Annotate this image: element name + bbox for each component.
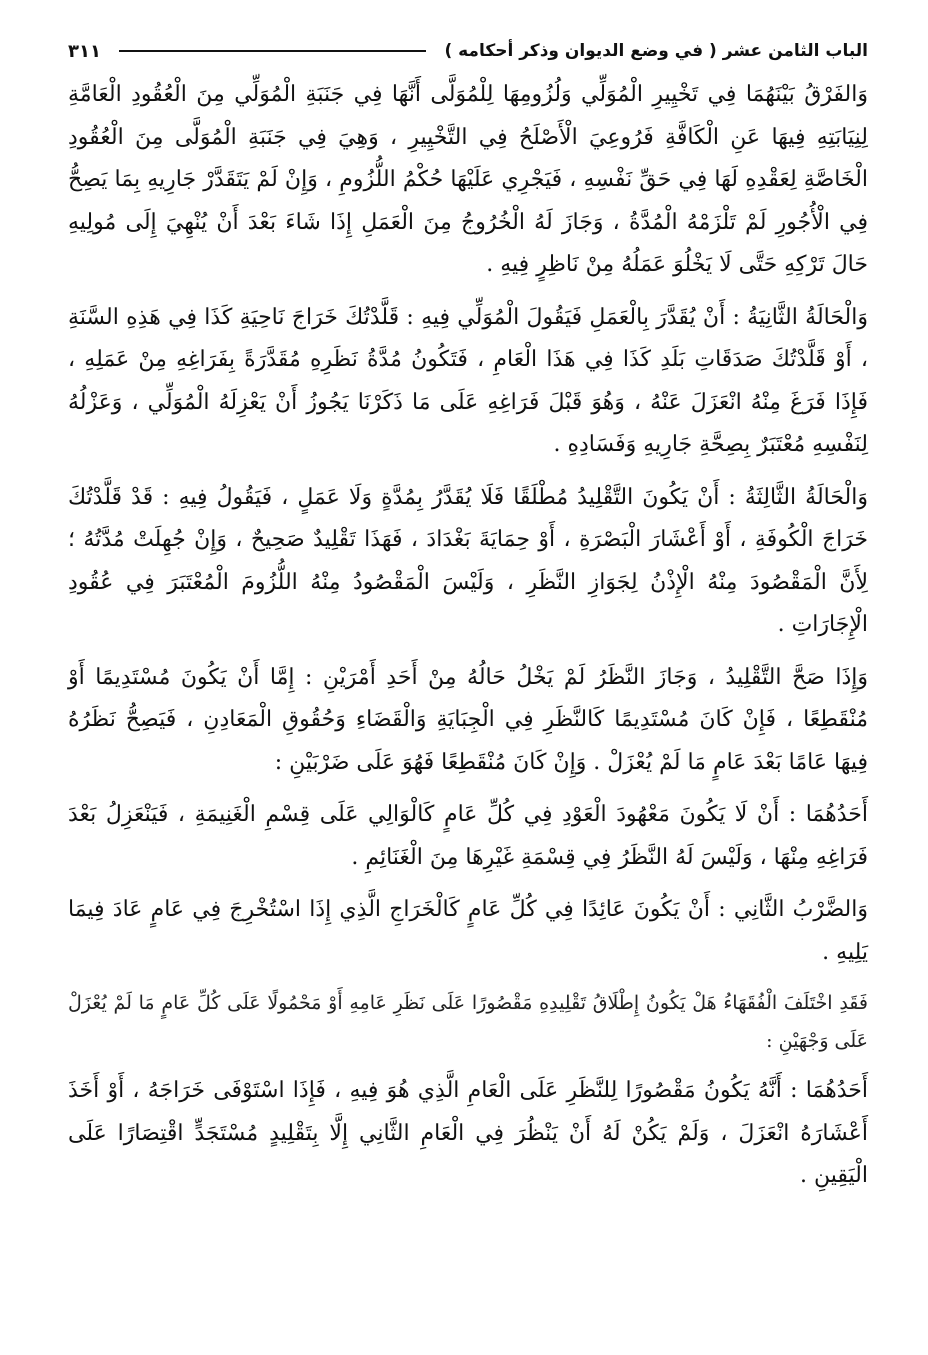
paragraph-valid-appointment: وَإِذَا صَحَّ التَّقْلِيدُ ، وَجَازَ النَّظَرُ لَمْ يَخْلُ حَالُهُ مِنْ أَحَدِ أَمْرَيْنِ : إِمَّا أَنْ يَكُونَ مُسْتَدِيمًا أَوْ مُنْقَطِعًا ، فَإِنْ كَانَ مُسْتَدِيمًا كَالنَّظَرِ فِي الْجِبَايَةِ وَالْقَضَاءِ وَحُقُوقِ الْمَعَادِنِ ، فَيَصِحُّ نَظَرُهُ فِيهَا عَامًا بَعْدَ عَامٍ مَا لَمْ يُعْزَلْ . وَإِنْ كَانَ مُنْقَطِعًا فَهُوَ عَلَى ضَرْبَيْنِ : <box>68 664 868 775</box>
paragraph-first-view: أَحَدُهُمَا : أَنَّهُ يَكُونُ مَقْصُورًا لِلنَّظَرِ عَلَى الْعَامِ الَّذِي هُوَ فِيهِ ، فَإِذَا اسْتَوْفَى خَرَاجَهُ ، أَوْ أَخَذَ أَعْشَارَهُ انْعَزَلَ ، وَلَمْ يَكُنْ لَهُ أَنْ يَنْظُرَ فِي الْعَامِ الثَّانِي إِلَّا بِتَقْلِيدٍ مُسْتَجَدٍّ اقْتِصَارًا عَلَى الْيَقِينِ . <box>68 1078 868 1188</box>
paragraph-difference: وَالفَرْقُ بَيْنَهُمَا فِي تَخْيِيرِ الْمُوَلِّي وَلُزُومِهَا لِلْمُوَلَّى أَنَّهَا فِي جَنَبَةِ الْمُوَلِّي مِنَ الْعُقُودِ الْعَامَّةِ لِنِيَابَتِهِ فِيهَا عَنِ الْكَافَّةِ فَرُوعِيَ الْأَصْلَحُ فِي التَّخْيِيرِ ، وَهِيَ فِي جَنَبَةِ الْمُوَلَّى مِنَ الْعُقُودِ الْخَاصَّةِ لِعَقْدِهِ لَهَا فِي حَقِّ نَفْسِهِ ، فَيَجْرِي عَلَيْهَا حُكْمُ اللُّزُومِ ، وَإِنْ لَمْ يَتَقَدَّرْ جَارِيهِ بِمَا يَصِحُّ فِي الْأُجُورِ لَمْ تَلْزَمْهُ الْمُدَّةُ ، وَجَازَ لَهُ الْخُرُوجُ مِنَ الْعَمَلِ إِذَا شَاءَ بَعْدَ أَنْ يُنْهِيَ إِلَى مُولِيهِ حَالَ تَرْكِهِ حَتَّى لَا يَخْلُوَ عَمَلُهُ مِنْ نَاظِرٍ فِيهِ . <box>68 82 868 277</box>
paragraph-first-type: أَحَدُهُمَا : أَنْ لَا يَكُونَ مَعْهُودَ الْعَوْدِ فِي كُلِّ عَامٍ كَالْوَالِي عَلَى قِسْمِ الْغَنِيمَةِ ، فَيَنْعَزِلُ بَعْدَ فَرَاغِهِ مِنْهَا ، وَلَيْسَ لَهُ النَّظَرُ فِي قِسْمَةِ غَيْرِهَا مِنَ الْغَنَائِمِ . <box>68 802 868 870</box>
paragraph-jurists-disagreement: فَقَدِ اخْتَلَفَ الْفُقَهَاءُ هَلْ يَكُونُ إِطْلَاقُ تَقْلِيدِهِ مَقْصُورًا عَلَى نَظَرِ عَامِهِ أَوْ مَحْمُولًا عَلَى كُلِّ عَامٍ مَا لَمْ يُعْزَلْ عَلَى وَجْهَيْنِ : <box>68 992 868 1052</box>
paragraph-second-case: وَالْحَالَةُ الثَّانِيَةُ : أَنْ يُقَدَّرَ بِالْعَمَلِ فَيَقُولَ الْمُوَلِّي فِيهِ : قَلَّدْتُكَ خَرَاجَ نَاحِيَةِ كَذَا فِي هَذِهِ السَّنَةِ ، أَوْ قَلَّدْتُكَ صَدَقَاتِ بَلَدِ كَذَا فِي هَذَا الْعَامِ ، فَتَكُونُ مُدَّةُ نَظَرِهِ مُقَدَّرَةً بِفَرَاغِهِ مِنْ عَمَلِهِ ، فَإِذَا فَرَغَ مِنْهُ انْعَزَلَ عَنْهُ ، وَهُوَ قَبْلَ فَرَاغِهِ عَلَى مَا ذَكَرْنَا يَجُوزُ أَنْ يَعْزِلَهُ الْمُوَلِّي ، وَعَزْلُهُ لِنَفْسِهِ مُعْتَبَرٌ بِصِحَّةِ جَارِيهِ وَفَسَادِهِ . <box>68 304 868 457</box>
body-text <box>68 74 868 1198</box>
book-page <box>68 34 868 1324</box>
page-number: ٣١١ <box>68 40 101 62</box>
paragraph-second-type: وَالضَّرْبُ الثَّانِي : أَنْ يَكُونَ عَائِدًا فِي كُلِّ عَامٍ كَالْخَرَاجِ الَّذِي إِذَا اسْتُخْرِجَ فِي عَامٍ عَادَ فِيمَا يَلِيهِ . <box>68 897 868 965</box>
paragraph-third-case: وَالْحَالَةُ الثَّالِثَةُ : أَنْ يَكُونَ التَّقْلِيدُ مُطْلَقًا فَلَا يُقَدَّرُ بِمُدَّةٍ وَلَا عَمَلٍ ، فَيَقُولُ فِيهِ : قَدْ قَلَّدْتُكَ خَرَاجَ الْكُوفَةِ ، أَوْ أَعْشَارَ الْبَصْرَةِ ، أَوْ حِمَايَةَ بَغْدَادَ ، فَهَذَا تَقْلِيدٌ صَحِيحٌ ، وَإِنْ جُهِلَتْ مُدَّتُهُ ؛ لِأَنَّ الْمَقْصُودَ مِنْهُ الْإِذْنُ لِجَوَازِ النَّظَرِ ، وَلَيْسَ الْمَقْصُودُ مِنْهُ اللُّزُومَ الْمُعْتَبَرَ فِي عُقُودِ الْإِجَارَاتِ . <box>68 484 868 637</box>
chapter-title: الباب الثامن عشر ( في وضع الديوان وذكر أحكامه ) <box>444 41 868 61</box>
running-header <box>68 34 868 68</box>
header-rule <box>119 50 426 52</box>
